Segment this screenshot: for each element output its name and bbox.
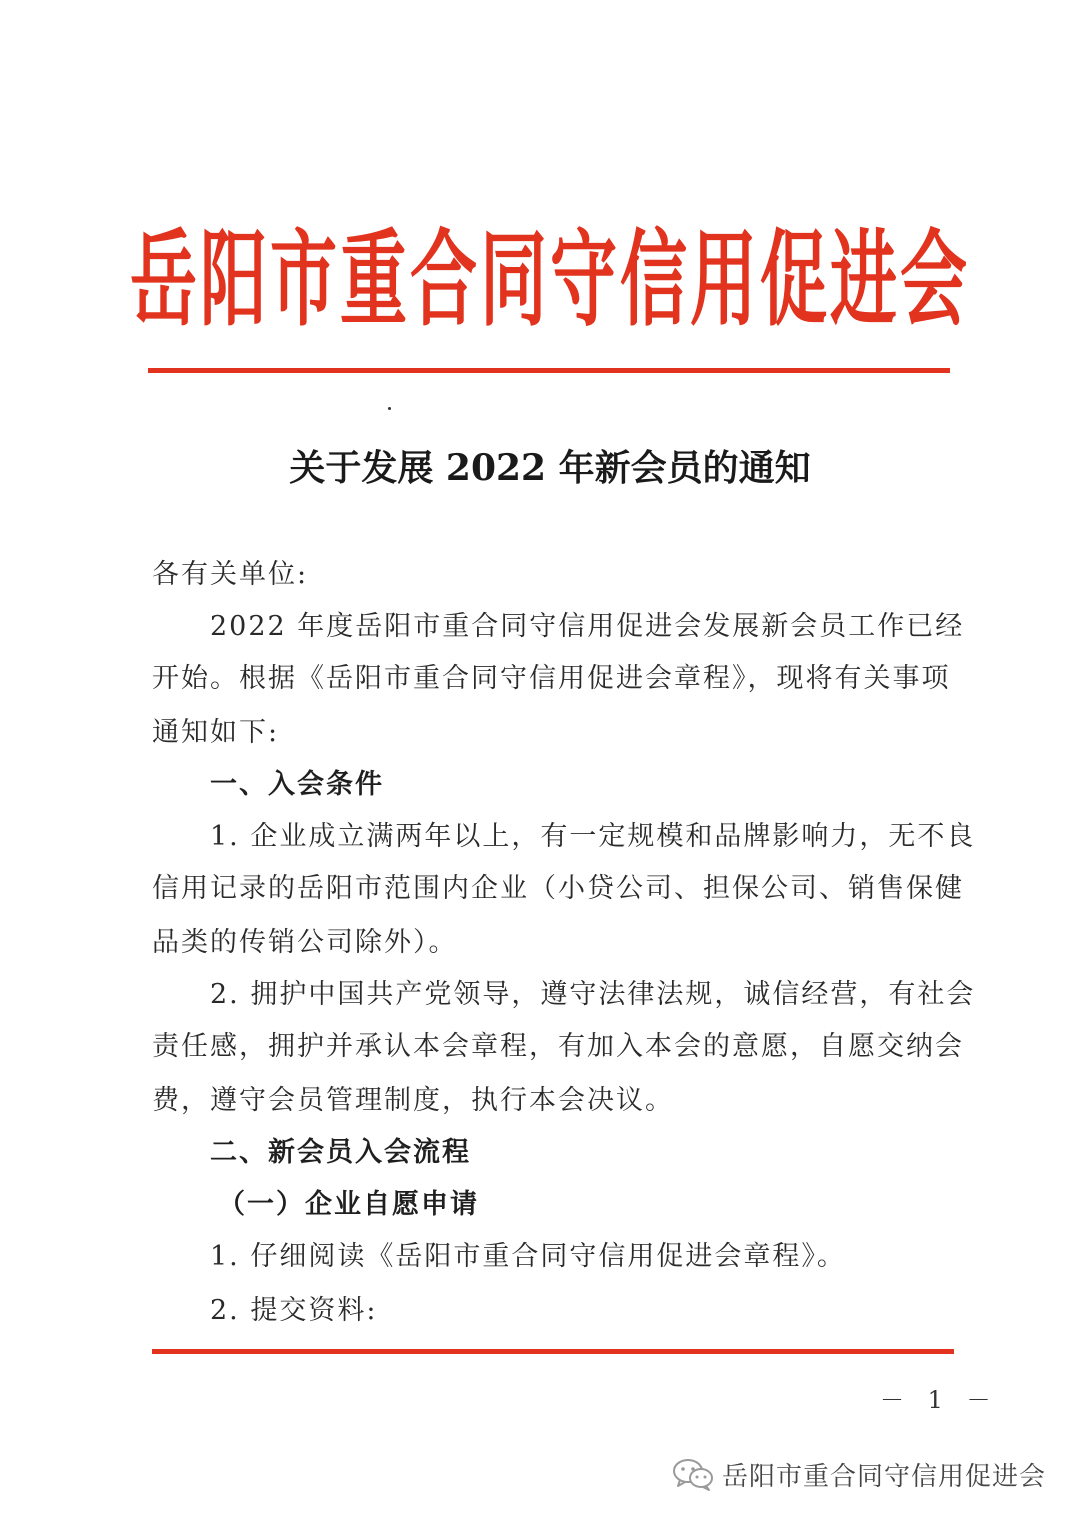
condition-2-line-2: 责任感，拥护并承认本会章程，有加入本会的意愿，自愿交纳会: [152, 1031, 964, 1062]
condition-2-line-1: 2. 拥护中国共产党领导，遵守法律法规，诚信经营，有社会: [210, 979, 976, 1010]
scan-speck: [388, 407, 391, 410]
salutation: 各有关单位:: [152, 559, 309, 590]
notice-title: 关于发展 2022 年新会员的通知: [289, 447, 811, 489]
footer-red-rule: [152, 1349, 954, 1354]
letterhead-title: 岳阳市重合同守信用促进会: [130, 218, 970, 340]
intro-line-1: 2022 年度岳阳市重合同守信用促进会发展新会员工作已经: [210, 611, 965, 642]
section-2-subheading: （一）企业自愿申请: [218, 1189, 479, 1220]
section-2-heading: 二、新会员入会流程: [210, 1137, 471, 1168]
wechat-watermark: [672, 1452, 1046, 1496]
letterhead-red-rule: [148, 368, 950, 373]
condition-1-line-1: 1. 企业成立满两年以上，有一定规模和品牌影响力，无不良: [210, 821, 976, 852]
process-item-2: 2. 提交资料:: [210, 1295, 378, 1326]
condition-2-line-3: 费，遵守会员管理制度，执行本会决议。: [152, 1085, 674, 1116]
condition-1-line-3: 品类的传销公司除外）。: [152, 927, 458, 958]
intro-line-3: 通知如下:: [152, 717, 280, 748]
intro-line-2: 开始。根据《岳阳市重合同守信用促进会章程》，现将有关事项: [152, 663, 951, 694]
condition-1-line-2: 信用记录的岳阳市范围内企业（小贷公司、担保公司、销售保健: [152, 873, 964, 904]
section-1-heading: 一、入会条件: [210, 769, 384, 800]
watermark-text: 岳阳市重合同守信用促进会: [722, 1461, 1047, 1492]
page-number: － 1 －: [880, 1386, 999, 1414]
process-item-1: 1. 仔细阅读《岳阳市重合同守信用促进会章程》。: [210, 1241, 846, 1272]
wechat-icon: [672, 1457, 714, 1491]
